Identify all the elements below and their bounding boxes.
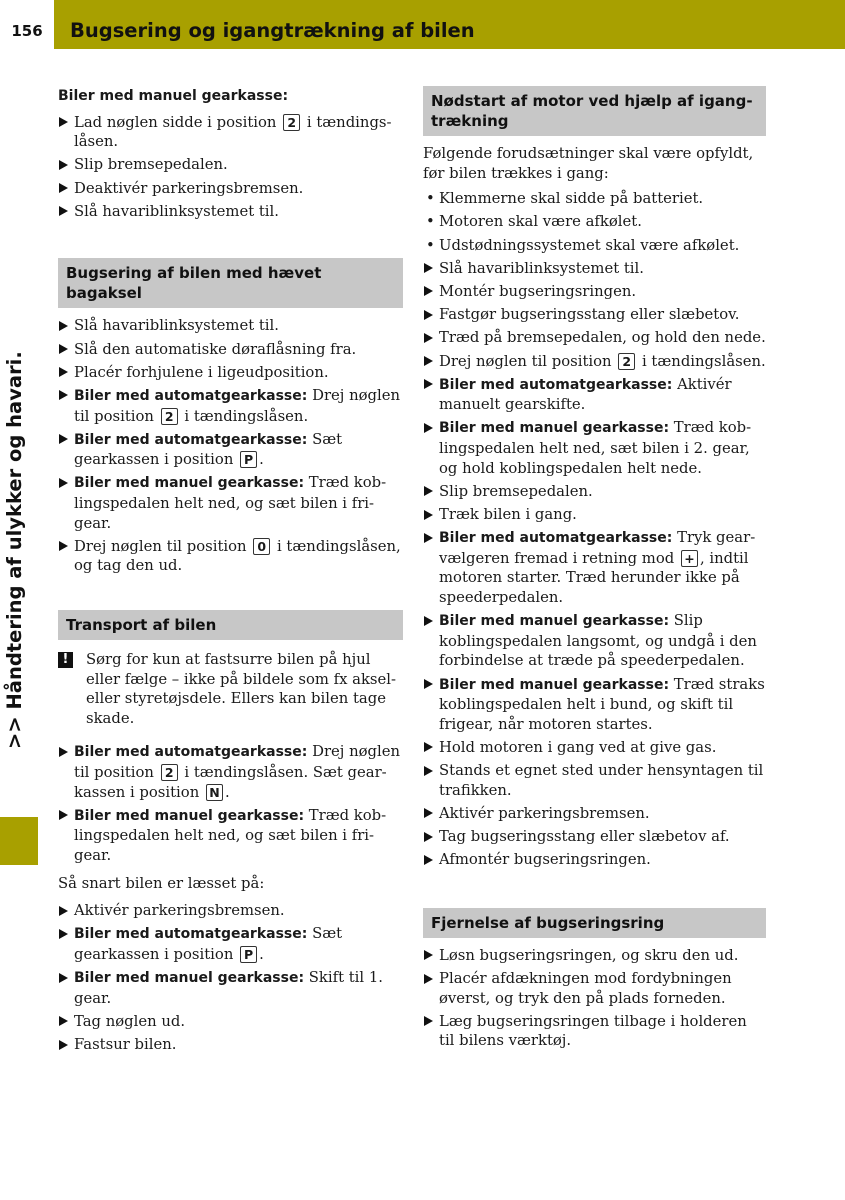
list-item: Biler med manuel gearkasse: Slip koblingspedalen langsomt, og undgå i den forbindelse at træde på speederpedalen. [423, 611, 766, 671]
list-item: Drej nøglen til position 2 i tændingslåsen. [423, 352, 766, 372]
key-symbol: 2 [161, 764, 178, 781]
list-item: Slip bremsepedalen. [423, 482, 766, 502]
list-item: Montér bugseringsringen. [423, 282, 766, 302]
transport-steps [58, 742, 403, 865]
list-item: Biler med automatgearkasse: Drej nøglen til position 2 i tændingslåsen. [58, 386, 403, 426]
list-item: Biler med manuel gearkasse: Træd straks koblingspedalen helt i bund, og skift til frigear, når motoren startes. [423, 675, 766, 735]
list-item: Biler med automatgearkasse: Sæt gearkassen i position P . [58, 924, 403, 964]
key-symbol: P [240, 451, 257, 468]
list-item: Deaktivér parkeringsbremsen. [58, 179, 403, 199]
list-item: Placér forhjulene i ligeudposition. [58, 363, 403, 383]
key-symbol: N [206, 784, 223, 801]
list-item: Fastsur bilen. [58, 1035, 403, 1055]
key-symbol: 0 [253, 538, 270, 555]
key-symbol: + [681, 550, 698, 567]
key-symbol: 2 [161, 408, 178, 425]
loaded-intro: Så snart bilen er læsset på: [58, 874, 265, 892]
list-item: Læg bugseringsringen tilbage i holderen til bilens værktøj. [423, 1012, 766, 1051]
list-item: Træd på bremsepedalen, og hold den nede. [423, 328, 766, 348]
page-number: 156 [0, 0, 57, 49]
list-item: • Klemmerne skal sidde på batteriet. [423, 189, 766, 209]
list-item: Aktivér parkeringsbremsen. [423, 804, 766, 824]
prerequisite-bullets [423, 189, 766, 255]
key-symbol: 2 [283, 114, 300, 131]
list-item: Biler med manuel gearkasse: Træd koblingspedalen helt ned, og sæt bilen i frigear. [58, 473, 403, 533]
list-item: • Motoren skal være afkølet. [423, 212, 766, 232]
list-item: Tag bugseringsstang eller slæbetov af. [423, 827, 766, 847]
list-item: Slå havariblinksystemet til. [423, 259, 766, 279]
side-tab-marker [0, 817, 38, 865]
warning-note [58, 650, 403, 728]
list-item: Biler med automatgearkasse: Sæt gearkassen i position P . [58, 430, 403, 470]
list-item: Placér afdækningen mod fordybningen øverst, og tryk den på plads forneden. [423, 969, 766, 1008]
list-item: Slå havariblinksystemet til. [58, 202, 403, 222]
warning-text: Sørg for kun at fastsurre bilen på hjul eller fælge – ikke på bildele som fx aksel- eller styretøjsdele. Ellers kan bilen tage skade. [86, 651, 397, 727]
list-item: Stands et egnet sted under hensyntagen til trafikken. [423, 761, 766, 800]
side-tab [0, 49, 38, 1200]
intro-steps [58, 113, 403, 222]
list-item: Slå havariblinksystemet til. [58, 316, 403, 336]
loaded-steps [58, 901, 403, 1055]
list-item: Lad nøglen sidde i position 2 i tændingslåsen. [58, 113, 403, 152]
emergency-steps [423, 259, 766, 870]
left-column [58, 86, 403, 1058]
ring-removal-steps [423, 946, 766, 1051]
list-item: Biler med manuel gearkasse: Skift til 1. gear. [58, 968, 403, 1008]
list-item: Tag nøglen ud. [58, 1012, 403, 1032]
list-item: Slip bremsepedalen. [58, 155, 403, 175]
key-symbol: P [240, 946, 257, 963]
list-item: Aktivér parkeringsbremsen. [58, 901, 403, 921]
list-item: Afmontér bugseringsringen. [423, 850, 766, 870]
list-item: Biler med manuel gearkasse: Træd koblingspedalen helt ned, og sæt bilen i frigear. [58, 806, 403, 866]
raised-axle-steps [58, 316, 403, 576]
list-item: Drej nøglen til position 0 i tændingslåsen, og tag den ud. [58, 537, 403, 576]
section-heading-transport: Transport af bilen [58, 610, 403, 640]
section-heading-raised-axle: Bugsering af bilen med hævet bagaksel [58, 258, 403, 308]
right-column [423, 86, 766, 1055]
list-item: Slå den automatiske døraflåsning fra. [58, 340, 403, 360]
warning-icon: ! [58, 652, 73, 668]
list-item: Træk bilen i gang. [423, 505, 766, 525]
list-item: Biler med automatgearkasse: Aktivér manuelt gearskifte. [423, 375, 766, 415]
key-symbol: 2 [618, 353, 635, 370]
section-heading-ring-removal: Fjernelse af bugseringsring [423, 908, 766, 938]
list-item: • Udstødningssystemet skal være afkølet. [423, 236, 766, 256]
section-heading-emergency-start: Nødstart af motor ved hjælp af igangtrækning [423, 86, 766, 136]
list-item: Biler med automatgearkasse: Drej nøglen til position 2 i tændingslåsen. Sæt gearkassen i position N . [58, 742, 403, 802]
intro-heading: Biler med manuel gearkasse: [58, 88, 289, 104]
side-tab-label: >> Håndtering af ulykker og havari. [3, 351, 26, 749]
list-item: Biler med manuel gearkasse: Træd koblingspedalen helt ned, sæt bilen i 2. gear, og hold koblingspedalen helt nede. [423, 418, 766, 478]
list-item: Biler med automatgearkasse: Tryk gearvælgeren fremad i retning mod + , indtil motoren starter. Træd herunder ikke på speederpedalen. [423, 528, 766, 607]
list-item: Fastgør bugseringsstang eller slæbetov. [423, 305, 766, 325]
emergency-intro: Følgende forudsætninger skal være opfyldt, før bilen trækkes i gang: [423, 145, 754, 182]
list-item: Hold motoren i gang ved at give gas. [423, 738, 766, 758]
chapter-title: Bugsering og igangtrækning af bilen [70, 19, 475, 42]
list-item: Løsn bugseringsringen, og skru den ud. [423, 946, 766, 966]
